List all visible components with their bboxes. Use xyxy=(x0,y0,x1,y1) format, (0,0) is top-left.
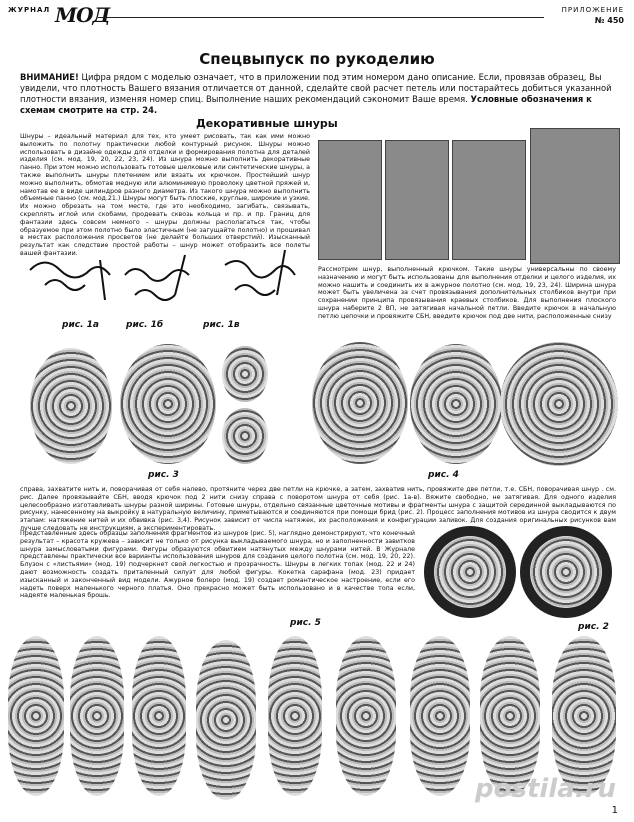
intro-text: Цифра рядом с моделью означает, что в приложении под этим номером дано описание. Если, провязав образец, Вы увидели, что плотность Вашего вязания отличается от данной, сделайте свой расчет петель или постарайтесь добиться указанной плотности вязания, изменяя номер спиц. Выполнение наших рекомендаций сэкономит Ваше время. xyxy=(20,72,612,104)
fig4-lace-3 xyxy=(500,342,618,466)
fig5-leaf-7 xyxy=(410,636,470,796)
column-left-text: Шнуры – идеальный материал для тех, кто умеет рисовать, так как ими можно выложить по полотну практически любой контурный рисунок. Шнуры можно использовать в дизайне одежды для отделки и формирования полотна для деталей изделия (см. мод. 19, 20, 22, 23, 24). Из шнура можно выполнить декоративные панно. При этом можно использовать готовые шелковые или синтетические шнуры, а также выполнить шнуры плетением или вязать их крючком. Простейший шнур можно выполнить, обмотав медную или алюминиевую проволоку цветной пряжей и, намотав ее в виде цилиндров разного диаметра. Из такого шнура можно выполнить объемные панно (см. мод.21.) Шнуры могут быть плоские, круглые, широкие и узкие. Их можно обрезать на том месте, где это необходимо, загибать, связывать, скреплять иглой или скобами, продевать сквозь кольца и пр. и пр. Границ для фантазии здесь совсем немного – шнуры должны располагаться так, чтобы образуемое при этом полотно было эластичным (не загущайте полотно) и прошивал в местах расположения просветов (не делайте больших отверстий). Изысканный результат как следствие простой работы – шнур может отобразить все полеты вашей фантазии. xyxy=(20,133,310,257)
page-title: Спецвыпуск по рукоделию xyxy=(199,50,435,68)
caption-fig-4: рис. 4 xyxy=(428,470,459,480)
model-photo-2 xyxy=(385,140,449,260)
figure-1a-chain xyxy=(30,260,110,300)
caption-fig-2: рис. 2 xyxy=(578,622,609,632)
lower-text: Представленные здесь образцы заполнения фрагментов из шнуров (рис. 5), наглядно демонстрируют, что конечный результат – красота кружева – зависит не только от рисунка выкладываемого шнура, но и заполненности завитков шнура замысловатыми фигурами. Фигуры образуются обвитием натянутых между шнурами нитей. В Журнале представлены практически все варианты использования шнуров для создания целого полотна (см. мод. 19, 20, 22). Блузон с «листьями» (мод. 19) подчеркнет свой легкостью и прозрачность. Шнуры в легких топах (мод. 22 и 24) дают возможность создать приталенный силуэт для любой фигуры. Кокетка сарафана (мод. 23) придает изысканный и законченный вид модели. Ажурное болеро (мод. 19) создает романтическое настроение, если его надеть поверх маленького черного платья. Оно прекрасно может быть использовано и в качестве топа если, надеяте маленькая брошь. xyxy=(20,530,415,600)
section-title: Декоративные шнуры xyxy=(196,117,338,130)
fig3-lace-3 xyxy=(222,346,268,402)
page-number: 1 xyxy=(611,805,618,816)
fig5-leaf-9 xyxy=(552,636,616,796)
magazine-logo: МОД xyxy=(55,3,110,27)
fig5-leaf-1 xyxy=(8,636,64,796)
issue-number: № 450 xyxy=(594,16,624,25)
column-right-text: Рассмотрим шнур, выполненный крючком. Такие шнуры универсальны по своему назначению и могут быть использованы для выполнения отделки и целого изделия, их можно нашить и соединить их в ажурное полотно (см. мод. 19, 23, 24). Ширина шнура может быть увеличена за счет провязывания дополнительных столбиков внутри при сохранении принципа провязывания краевых столбиков. Для выполнения плоского шнура наберите 2 ВП, не затягивая начальной петли. Введите крючок в начальную петлю цепочки и провяжите СБН, введите крючок под две нити, расположенные снизу xyxy=(318,266,616,320)
figure-1-drawings xyxy=(20,250,302,330)
watermark: postila.ru xyxy=(475,774,616,804)
fig2-rosette-2 xyxy=(520,526,612,618)
header-rule xyxy=(98,17,544,18)
fig3-lace-4 xyxy=(222,408,268,464)
fig4-lace-1 xyxy=(312,342,408,464)
fig5-leaf-4 xyxy=(196,640,256,800)
fig5-leaf-8 xyxy=(480,636,540,796)
fig2-rosette-1-inner xyxy=(434,536,506,608)
supplement-label: ПРИЛОЖЕНИЕ xyxy=(561,6,624,14)
magazine-label: ЖУРНАЛ xyxy=(8,6,51,14)
intro-paragraph xyxy=(20,72,620,116)
fig3-lace-1 xyxy=(30,348,112,464)
intro-lead: ВНИМАНИЕ! xyxy=(20,72,79,82)
fig5-leaf-6 xyxy=(336,636,396,796)
figure-1b-chain xyxy=(125,255,189,300)
fig2-rosette-2-inner xyxy=(530,536,602,608)
middle-text: справа, захватите нить и, поворачивая от себя налево, протяните через две петли на крючке, а затем, захватив нить, провяжите две петли, т.е. СБН, поворачивая шнур . см. рис. Далее провязывайте СБН, вводя крючок под 2 нити снизу справа с поворотом шнура от себя (рис. 1а-в). Вяжите свободно, не затягивая. Для одного изделия целесообразно изготавливать шнуры разной ширины. Готовые шнуры, отдельно связанные цветочные мотивы и фрагменты шнура с защитой серединной выкладываются по рисунку, нанесенному на выкройку в натуральную величину, приметываются и соединяются при помощи брид (рис. 2). Процесс заполнения мотивов из шнура сводится к двум этапам: натяжение нитей и их обвивка (рис. 3,4). Рисунок зависит от числа натяжек, их расположения и конфигурации заливок. Для создания оригинальных рисунков вам лучше следовать не инструкциям, а экспериментировать. xyxy=(20,486,616,532)
caption-fig-3: рис. 3 xyxy=(148,470,179,480)
fig4-lace-2 xyxy=(410,344,502,464)
model-photo-1 xyxy=(318,140,382,260)
model-photo-4 xyxy=(530,128,620,264)
caption-fig-1b: рис. 1б xyxy=(126,320,164,330)
fig5-leaf-5 xyxy=(268,636,322,796)
caption-fig-5: рис. 5 xyxy=(290,618,321,628)
fig5-leaf-3 xyxy=(132,636,186,796)
fig5-leaf-2 xyxy=(70,636,124,796)
fig3-lace-2 xyxy=(120,344,216,464)
caption-fig-1v: рис. 1в xyxy=(203,320,240,330)
figure-1v-chain xyxy=(225,250,295,295)
intro-bold-tail: Условные обозначения к схемам смотрите на стр. 24. xyxy=(20,94,592,115)
model-photo-3 xyxy=(452,140,526,260)
caption-fig-1a: рис. 1а xyxy=(62,320,99,330)
fig2-rosette-1 xyxy=(424,526,516,618)
